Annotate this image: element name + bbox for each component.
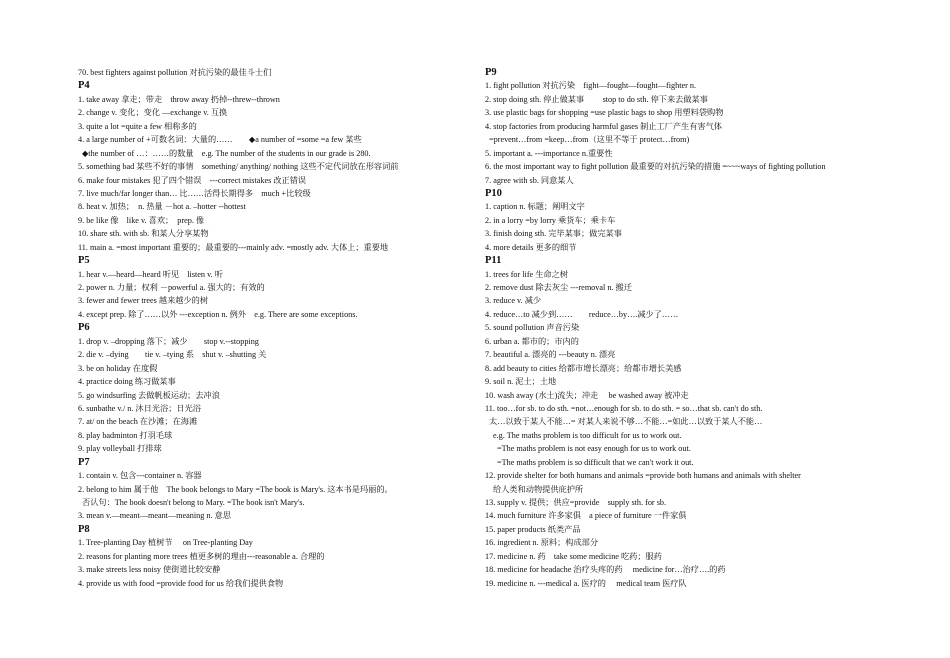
left-text-line: 7. at/ on the beach 在沙滩；在海滩 (78, 417, 198, 427)
right-text-line: 太…以致于某人不能…= 对某人来说不够…不能…=如此…以致于某人不能… (489, 417, 763, 427)
right-text-line: 7. agree with sb. 同意某人 (485, 175, 574, 185)
right-text-line: 9. soil n. 泥土；土地 (485, 377, 557, 387)
right-text-line: 15. paper products 纸类产品 (485, 524, 581, 534)
right-text-line: 8. add beauty to cities 给都市增长漂亮；给都市增长美感 (485, 363, 682, 373)
left-text-line: 4. except prep. 除了……以外 ---exception n. 例外 e.g. There are some exceptions. (78, 309, 358, 319)
left-text-line: 4. practice doing 练习做某事 (78, 377, 176, 387)
left-text-line: 5. something bad 某些不好的事情 something/ anything/ nothing 这些不定代词放在形容词前 (78, 162, 399, 172)
left-text-line: 3. fewer and fewer trees 越来越少的树 (78, 296, 209, 306)
left-text-line: 9. be like 像 like v. 喜欢； prep. 像 (78, 215, 205, 225)
right-text-line: 1. trees for life 生命之树 (485, 269, 568, 279)
left-text-line: 11. main a. =most important 重要的；最重要的---mainly adv. =mostly adv. 大体上；重要地 (78, 242, 389, 252)
left-text-line: 5. go windsurfing 去做帆板运动；去冲浪 (78, 390, 220, 400)
left-section-heading: P8 (78, 523, 90, 535)
left-text-line: 9. play volleyball 打排球 (78, 444, 162, 454)
right-text-line: 13. supply v. 提供；供应=provide supply sth. for sb. (485, 498, 667, 507)
right-section-heading: P10 (485, 187, 502, 199)
right-text-line: =prevent…from =keep…from（这里不等于 protect…from) (489, 135, 690, 145)
right-text-line: 16. ingredient n. 原料；构成部分 (485, 538, 599, 548)
right-section-heading: P11 (485, 255, 502, 267)
left-text-line: 否认句：The book doesn't belong to Mary. =The book isn't Mary's. (82, 498, 305, 507)
left-text-line: 70. best fighters against pollution 对抗污染的最佳斗士们 (78, 68, 272, 77)
right-text-line: 4. stop factories from producing harmful gases 制止工厂产生有害气体 (485, 121, 722, 131)
right-text-line: =The maths problem is not easy enough for us to work out. (497, 444, 691, 454)
left-text-line: 2. die v. –dying tie v. –tying 系 shut v. –shutting 关 (78, 350, 267, 360)
right-text-line: 给人类和动物提供庇护所 (493, 484, 584, 494)
left-text-line: 1. drop v. –dropping 落下；减少 stop v.--stopping (78, 336, 259, 346)
left-text-line: 4. provide us with food =provide food for us 给我们提供食物 (78, 578, 284, 588)
left-text-line: 3. be on holiday 在度假 (78, 363, 158, 373)
right-text-line: 4. reduce…to 减少到…… reduce…by….减少了…… (485, 309, 679, 319)
right-text-line: 19. medicine n. ---medical a. 医疗的 medical team 医疗队 (485, 578, 687, 588)
right-text-line: 6. urban a. 都市的；市内的 (485, 336, 579, 346)
right-text-line: 2. remove dust 除去灰尘 ---removal n. 搬迁 (485, 283, 632, 292)
right-text-line: 3. reduce v. 减少 (485, 296, 542, 306)
left-text-line: 1. contain v. 包含---container n. 容器 (78, 471, 202, 481)
left-text-line: 2. power n. 力量；权利 －powerful a. 强大的；有效的 (78, 283, 265, 292)
right-text-line: 10. wash away (水土)流失；冲走 be washed away 被冲走 (485, 390, 689, 400)
right-column (485, 66, 905, 590)
right-text-line: 3. finish doing sth. 完毕某事；做完某事 (485, 229, 622, 239)
right-text-line: =The maths problem is so difficult that we can't work it out. (497, 457, 694, 467)
left-text-line: 3. make streets less noisy 使街道比较安静 (78, 565, 221, 575)
left-text-line: 3. quite a lot =quite a few 相称多的 (78, 121, 197, 131)
right-text-line: 2. stop doing sth. 停止做某事 stop to do sth. 停下来去做某事 (485, 94, 708, 104)
left-text-line: 8. play badminton 打羽毛球 (78, 430, 173, 440)
left-text-line: ◆the number of …：……的数量 e.g. The number of the students in our grade is 280. (82, 148, 371, 158)
left-text-line: 6. make four mistakes 犯了四个错误 ---correct mistakes 改正错误 (78, 175, 307, 185)
left-section-heading: P4 (78, 80, 90, 92)
right-text-line: 5. sound pollution 声音污染 (485, 323, 580, 333)
right-text-line: 17. medicine n. 药 take some medicine 吃药；服药 (485, 551, 662, 561)
left-text-line: 2. belong to him 属于他 The book belongs to Mary =The book is Mary's. 这本书是玛丽的。 (78, 484, 393, 494)
left-text-line: 1. take away 拿走；带走 throw away 扔掉--threw--thrown (78, 94, 280, 104)
left-text-line: 1. Tree-planting Day 植树节 on Tree-planting Day (78, 538, 253, 548)
left-text-line: 2. reasons for planting more trees 植更多树的理由---reasonable a. 合理的 (78, 551, 325, 561)
right-text-line: 3. use plastic bags for shopping =use plastic bags to shop 用塑料袋购物 (485, 108, 724, 118)
right-section-heading: P9 (485, 67, 497, 78)
right-text-line: 11. too…for sb. to do sth. =not…enough for sb. to do sth. = so…that sb. can't do sth. (485, 403, 763, 413)
right-text-line: 12. provide shelter for both humans and animals =provide both humans and animals with shelter (485, 471, 801, 481)
left-section-heading: P6 (78, 322, 90, 334)
left-column (78, 66, 466, 590)
right-text-line: 1. fight pollution 对抗污染 fight—fought—fought—fighter n. (485, 81, 697, 91)
left-section-heading: P7 (78, 456, 90, 468)
left-text-line: 7. live much/far longer than… 比……活得长期得多 much +比较级 (78, 188, 311, 198)
left-text-line: 6. sunbathe v./ n. 沐日光浴；日光浴 (78, 403, 201, 413)
right-text-line: 5. important a. ---importance n.重要性 (485, 148, 613, 158)
left-text-line: 3. mean v.—meant—meant—meaning n. 意思 (78, 511, 231, 521)
left-text-line: 4. a large number of +可数名词：大量的…… ◆a number of =some =a few 某些 (78, 135, 362, 145)
right-text-line: 4. more details 更多的细节 (485, 242, 577, 252)
left-text-line: 2. change v. 变化；变化 —exchange v. 互换 (78, 108, 228, 118)
right-text-line: 7. beautiful a. 漂亮的 ---beauty n. 漂亮 (485, 350, 616, 360)
left-text-line: 8. heat v. 加热； n. 热量 －hot a. –hotter --hottest (78, 202, 246, 212)
right-text-line: 2. in a lorry =by lorry 乘货车；乘卡车 (485, 215, 616, 225)
left-section-heading: P5 (78, 255, 90, 267)
right-text-line: 6. the most important way to fight pollution 最重要的对抗污染的措施 =~~~ways of fighting pollution (485, 162, 826, 172)
left-text-line: 1. hear v.—heard—heard 听见 listen v. 听 (78, 269, 223, 279)
right-text-line: 18. medicine for headache 治疗头疼的药 medicine for…治疗….的药 (485, 565, 726, 575)
right-text-line: e.g. The maths problem is too difficult for us to work out. (493, 430, 682, 440)
left-text-line: 10. share sth. with sb. 和某人分享某物 (78, 229, 209, 239)
right-text-line: 14. much furniture 许多家俱 a piece of furniture 一件家俱 (485, 511, 687, 521)
right-text-line: 1. caption n. 标题；阐明文字 (485, 202, 585, 212)
